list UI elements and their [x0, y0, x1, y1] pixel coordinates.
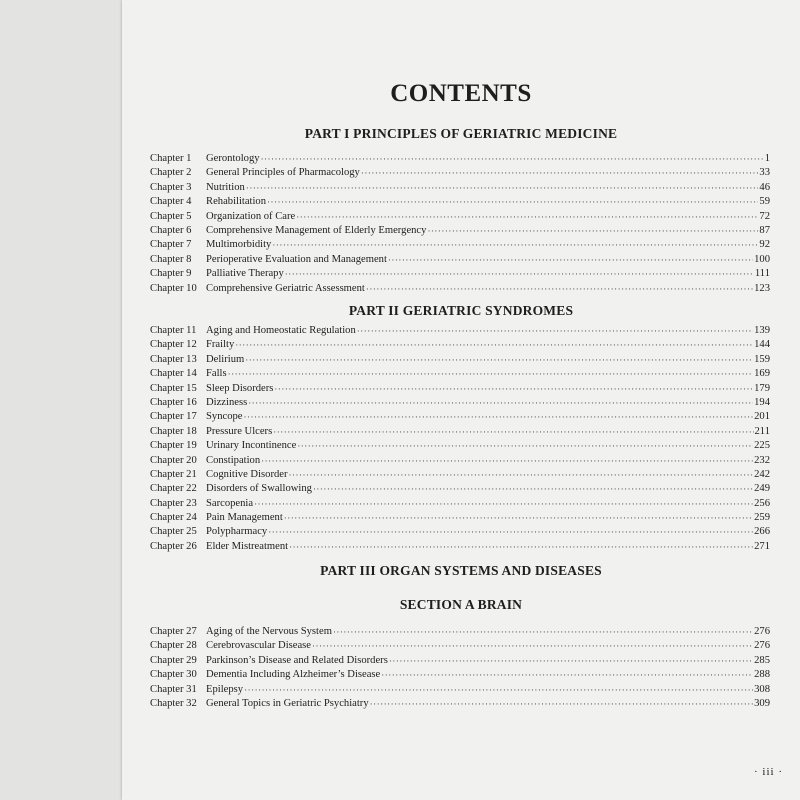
chapter-page-number: 211 [754, 425, 770, 437]
chapter-page-number: 242 [754, 468, 770, 480]
part-1-heading: PART I PRINCIPLES OF GERIATRIC MEDICINE [304, 126, 618, 141]
toc-entry [150, 195, 770, 209]
dot-leader [297, 439, 753, 453]
dot-leader [273, 425, 753, 439]
chapter-entry-line [206, 166, 770, 180]
page-number: · iii · [754, 766, 783, 778]
part-3-heading: PART III ORGAN SYSTEMS AND DISEASES [320, 563, 602, 578]
chapter-entry-line [206, 482, 770, 496]
chapter-number: Chapter 9 [150, 268, 192, 280]
chapter-entry-line [206, 353, 770, 367]
dot-leader [357, 324, 753, 338]
chapter-title: Pain Management [206, 512, 283, 524]
chapter-entry-line [206, 338, 770, 352]
toc-entry [150, 166, 770, 180]
chapter-title: Delirium [206, 353, 245, 365]
toc-entry [150, 454, 770, 468]
toc-entry [150, 525, 770, 539]
toc-entry [150, 639, 770, 653]
chapter-title: Frailty [206, 339, 235, 351]
toc-entry [150, 410, 770, 424]
chapter-entry-line [206, 410, 770, 424]
chapter-page-number: 276 [754, 640, 770, 652]
dot-leader [285, 267, 754, 281]
toc-entry [150, 654, 770, 668]
chapter-number: Chapter 3 [150, 181, 192, 193]
toc-entry [150, 625, 770, 639]
chapter-page-number: 201 [754, 411, 770, 423]
chapter-entry-line [206, 367, 770, 381]
dot-leader [361, 166, 759, 180]
dot-leader [289, 540, 753, 554]
toc-entry [150, 238, 770, 252]
toc-entry [150, 210, 770, 224]
toc-entry [150, 181, 770, 195]
chapter-entry-line [206, 181, 770, 195]
chapter-title: Perioperative Evaluation and Management [206, 253, 387, 265]
chapter-number: Chapter 6 [150, 224, 192, 236]
chapter-number: Chapter 19 [150, 440, 197, 452]
dot-leader [389, 654, 753, 668]
dot-leader [370, 697, 753, 711]
chapter-number: Chapter 4 [150, 196, 192, 208]
toc-entry [150, 511, 770, 525]
chapter-number: Chapter 16 [150, 396, 197, 408]
chapter-entry-line [206, 525, 770, 539]
toc-entry [150, 282, 770, 296]
dot-leader [254, 497, 753, 511]
chapter-page-number: 111 [754, 268, 770, 280]
chapter-title: Organization of Care [206, 210, 296, 222]
toc-entry [150, 482, 770, 496]
chapter-title: Aging and Homeostatic Regulation [206, 325, 356, 336]
chapter-number: Chapter 25 [150, 526, 197, 538]
chapter-title: Syncope [206, 411, 243, 423]
chapter-number: Chapter 21 [150, 468, 197, 480]
chapter-page-number: 87 [759, 224, 770, 236]
chapter-title: Constipation [206, 454, 261, 466]
chapter-entry-line [206, 497, 770, 511]
dot-leader [261, 152, 764, 166]
chapter-entry-line [206, 639, 770, 653]
chapter-number: Chapter 13 [150, 353, 197, 365]
toc-entry [150, 396, 770, 410]
page-title: CONTENTS [390, 80, 532, 107]
toc-entry [150, 338, 770, 352]
part-2-chapter-list [150, 324, 770, 554]
chapter-entry-line [206, 195, 770, 209]
chapter-number: Chapter 26 [150, 540, 197, 552]
chapter-number: Chapter 10 [150, 282, 197, 294]
chapter-number: Chapter 30 [150, 669, 197, 681]
chapter-number: Chapter 11 [150, 325, 197, 336]
chapter-entry-line [206, 540, 770, 554]
chapter-number: Chapter 27 [150, 626, 197, 637]
chapter-page-number: 308 [754, 683, 770, 695]
chapter-title: Pressure Ulcers [206, 425, 273, 437]
chapter-number: Chapter 14 [150, 368, 197, 380]
book-page [122, 0, 800, 800]
dot-leader [381, 668, 753, 682]
chapter-title: Sarcopenia [206, 497, 254, 509]
chapter-number: Chapter 18 [150, 425, 197, 437]
toc-entry [150, 668, 770, 682]
chapter-entry-line [206, 454, 770, 468]
dot-leader [366, 282, 753, 296]
toc-entry [150, 468, 770, 482]
dot-leader [268, 525, 753, 539]
chapter-page-number: 309 [754, 697, 770, 709]
chapter-title: Disorders of Swallowing [206, 483, 312, 495]
dot-leader [312, 639, 753, 653]
chapter-number: Chapter 12 [150, 339, 197, 351]
chapter-number: Chapter 7 [150, 239, 192, 251]
chapter-title: Rehabilitation [206, 196, 267, 208]
chapter-title: Nutrition [206, 181, 245, 193]
toc-entry [150, 152, 770, 166]
chapter-number: Chapter 32 [150, 697, 197, 709]
toc-entry [150, 224, 770, 238]
part-2-heading: PART II GERIATRIC SYNDROMES [348, 303, 574, 318]
chapter-page-number: 266 [754, 526, 770, 538]
chapter-entry-line [206, 152, 770, 166]
chapter-number: Chapter 17 [150, 411, 197, 423]
chapter-entry-line [206, 396, 770, 410]
chapter-number: Chapter 15 [150, 382, 197, 394]
chapter-title: Polypharmacy [206, 526, 268, 538]
chapter-page-number: 256 [754, 497, 770, 509]
chapter-page-number: 285 [754, 654, 770, 666]
chapter-page-number: 139 [754, 325, 770, 336]
toc-entry [150, 697, 770, 711]
section-a-chapter-list [150, 625, 770, 711]
dot-leader [388, 253, 753, 267]
dot-leader [313, 482, 753, 496]
chapter-title: Sleep Disorders [206, 382, 274, 394]
chapter-page-number: 169 [754, 368, 770, 380]
chapter-title: Urinary Incontinence [206, 440, 297, 452]
chapter-number: Chapter 1 [150, 153, 192, 164]
toc-entry [150, 425, 770, 439]
part-1-chapter-list [150, 152, 770, 296]
chapter-title: Multimorbidity [206, 239, 272, 251]
toc-entry [150, 540, 770, 554]
dot-leader [245, 353, 753, 367]
chapter-entry-line [206, 468, 770, 482]
chapter-number: Chapter 5 [150, 210, 192, 222]
chapter-title: Cerebrovascular Disease [206, 640, 312, 652]
toc-entry [150, 382, 770, 396]
toc-entry [150, 267, 770, 281]
dot-leader [284, 511, 753, 525]
chapter-number: Chapter 29 [150, 654, 197, 666]
dot-leader [333, 625, 753, 639]
chapter-page-number: 276 [754, 626, 770, 637]
chapter-title: Comprehensive Management of Elderly Emergency [206, 224, 427, 236]
chapter-page-number: 100 [754, 253, 770, 265]
chapter-entry-line [206, 238, 770, 252]
chapter-number: Chapter 23 [150, 497, 197, 509]
chapter-title: Comprehensive Geriatric Assessment [206, 282, 365, 294]
chapter-page-number: 144 [754, 339, 770, 351]
chapter-page-number: 159 [754, 353, 770, 365]
chapter-entry-line [206, 282, 770, 296]
chapter-page-number: 179 [754, 382, 770, 394]
chapter-entry-line [206, 654, 770, 668]
chapter-page-number: 288 [754, 669, 770, 681]
chapter-number: Chapter 24 [150, 512, 197, 524]
chapter-page-number: 259 [754, 512, 770, 524]
dot-leader [235, 338, 753, 352]
chapter-title: Epilepsy [206, 683, 244, 695]
dot-leader [267, 195, 758, 209]
chapter-entry-line [206, 683, 770, 697]
toc-entry [150, 497, 770, 511]
chapter-page-number: 33 [759, 167, 770, 179]
chapter-number: Chapter 2 [150, 167, 192, 179]
chapter-number: Chapter 28 [150, 640, 197, 652]
chapter-title: General Topics in Geriatric Psychiatry [206, 697, 369, 709]
toc-entry [150, 253, 770, 267]
toc-entry [150, 324, 770, 338]
dot-leader [243, 410, 753, 424]
chapter-page-number: 225 [754, 440, 770, 452]
chapter-page-number: 92 [759, 239, 770, 251]
chapter-title: Dizziness [206, 396, 248, 408]
dot-leader [244, 683, 753, 697]
chapter-title: Dementia Including Alzheimer’s Disease [206, 669, 381, 681]
chapter-entry-line [206, 324, 770, 338]
dot-leader [246, 181, 759, 195]
chapter-entry-line [206, 697, 770, 711]
chapter-entry-line [206, 210, 770, 224]
toc-entry [150, 367, 770, 381]
dot-leader [228, 367, 754, 381]
chapter-number: Chapter 20 [150, 454, 197, 466]
dot-leader [274, 382, 753, 396]
chapter-entry-line [206, 668, 770, 682]
chapter-title: General Principles of Pharmacology [206, 167, 360, 179]
chapter-entry-line [206, 224, 770, 238]
chapter-entry-line [206, 625, 770, 639]
toc-entry [150, 353, 770, 367]
chapter-page-number: 194 [754, 396, 770, 408]
chapter-entry-line [206, 439, 770, 453]
dot-leader [289, 468, 754, 482]
chapter-title: Parkinson’s Disease and Related Disorders [206, 654, 388, 666]
chapter-page-number: 249 [754, 483, 770, 495]
chapter-title: Aging of the Nervous System [206, 626, 332, 637]
chapter-page-number: 1 [764, 153, 770, 164]
chapter-number: Chapter 22 [150, 483, 197, 495]
chapter-page-number: 232 [754, 454, 770, 466]
chapter-page-number: 46 [759, 181, 770, 193]
dot-leader [296, 210, 758, 224]
chapter-number: Chapter 31 [150, 683, 197, 695]
dot-leader [261, 454, 753, 468]
chapter-title: Cognitive Disorder [206, 468, 288, 480]
dot-leader [248, 396, 753, 410]
chapter-title: Elder Mistreatment [206, 540, 289, 552]
chapter-entry-line [206, 253, 770, 267]
chapter-page-number: 271 [754, 540, 770, 552]
dot-leader [427, 224, 758, 238]
chapter-title: Falls [206, 368, 227, 380]
chapter-title: Palliative Therapy [206, 268, 284, 280]
chapter-entry-line [206, 425, 770, 439]
chapter-title: Gerontology [206, 153, 260, 164]
chapter-entry-line [206, 382, 770, 396]
chapter-entry-line [206, 267, 770, 281]
chapter-number: Chapter 8 [150, 253, 192, 265]
section-a-heading: SECTION A BRAIN [399, 597, 523, 612]
toc-entry [150, 439, 770, 453]
toc-entry [150, 683, 770, 697]
chapter-page-number: 72 [759, 210, 770, 222]
chapter-entry-line [206, 511, 770, 525]
dot-leader [272, 238, 758, 252]
chapter-page-number: 59 [759, 196, 770, 208]
chapter-page-number: 123 [754, 282, 770, 294]
